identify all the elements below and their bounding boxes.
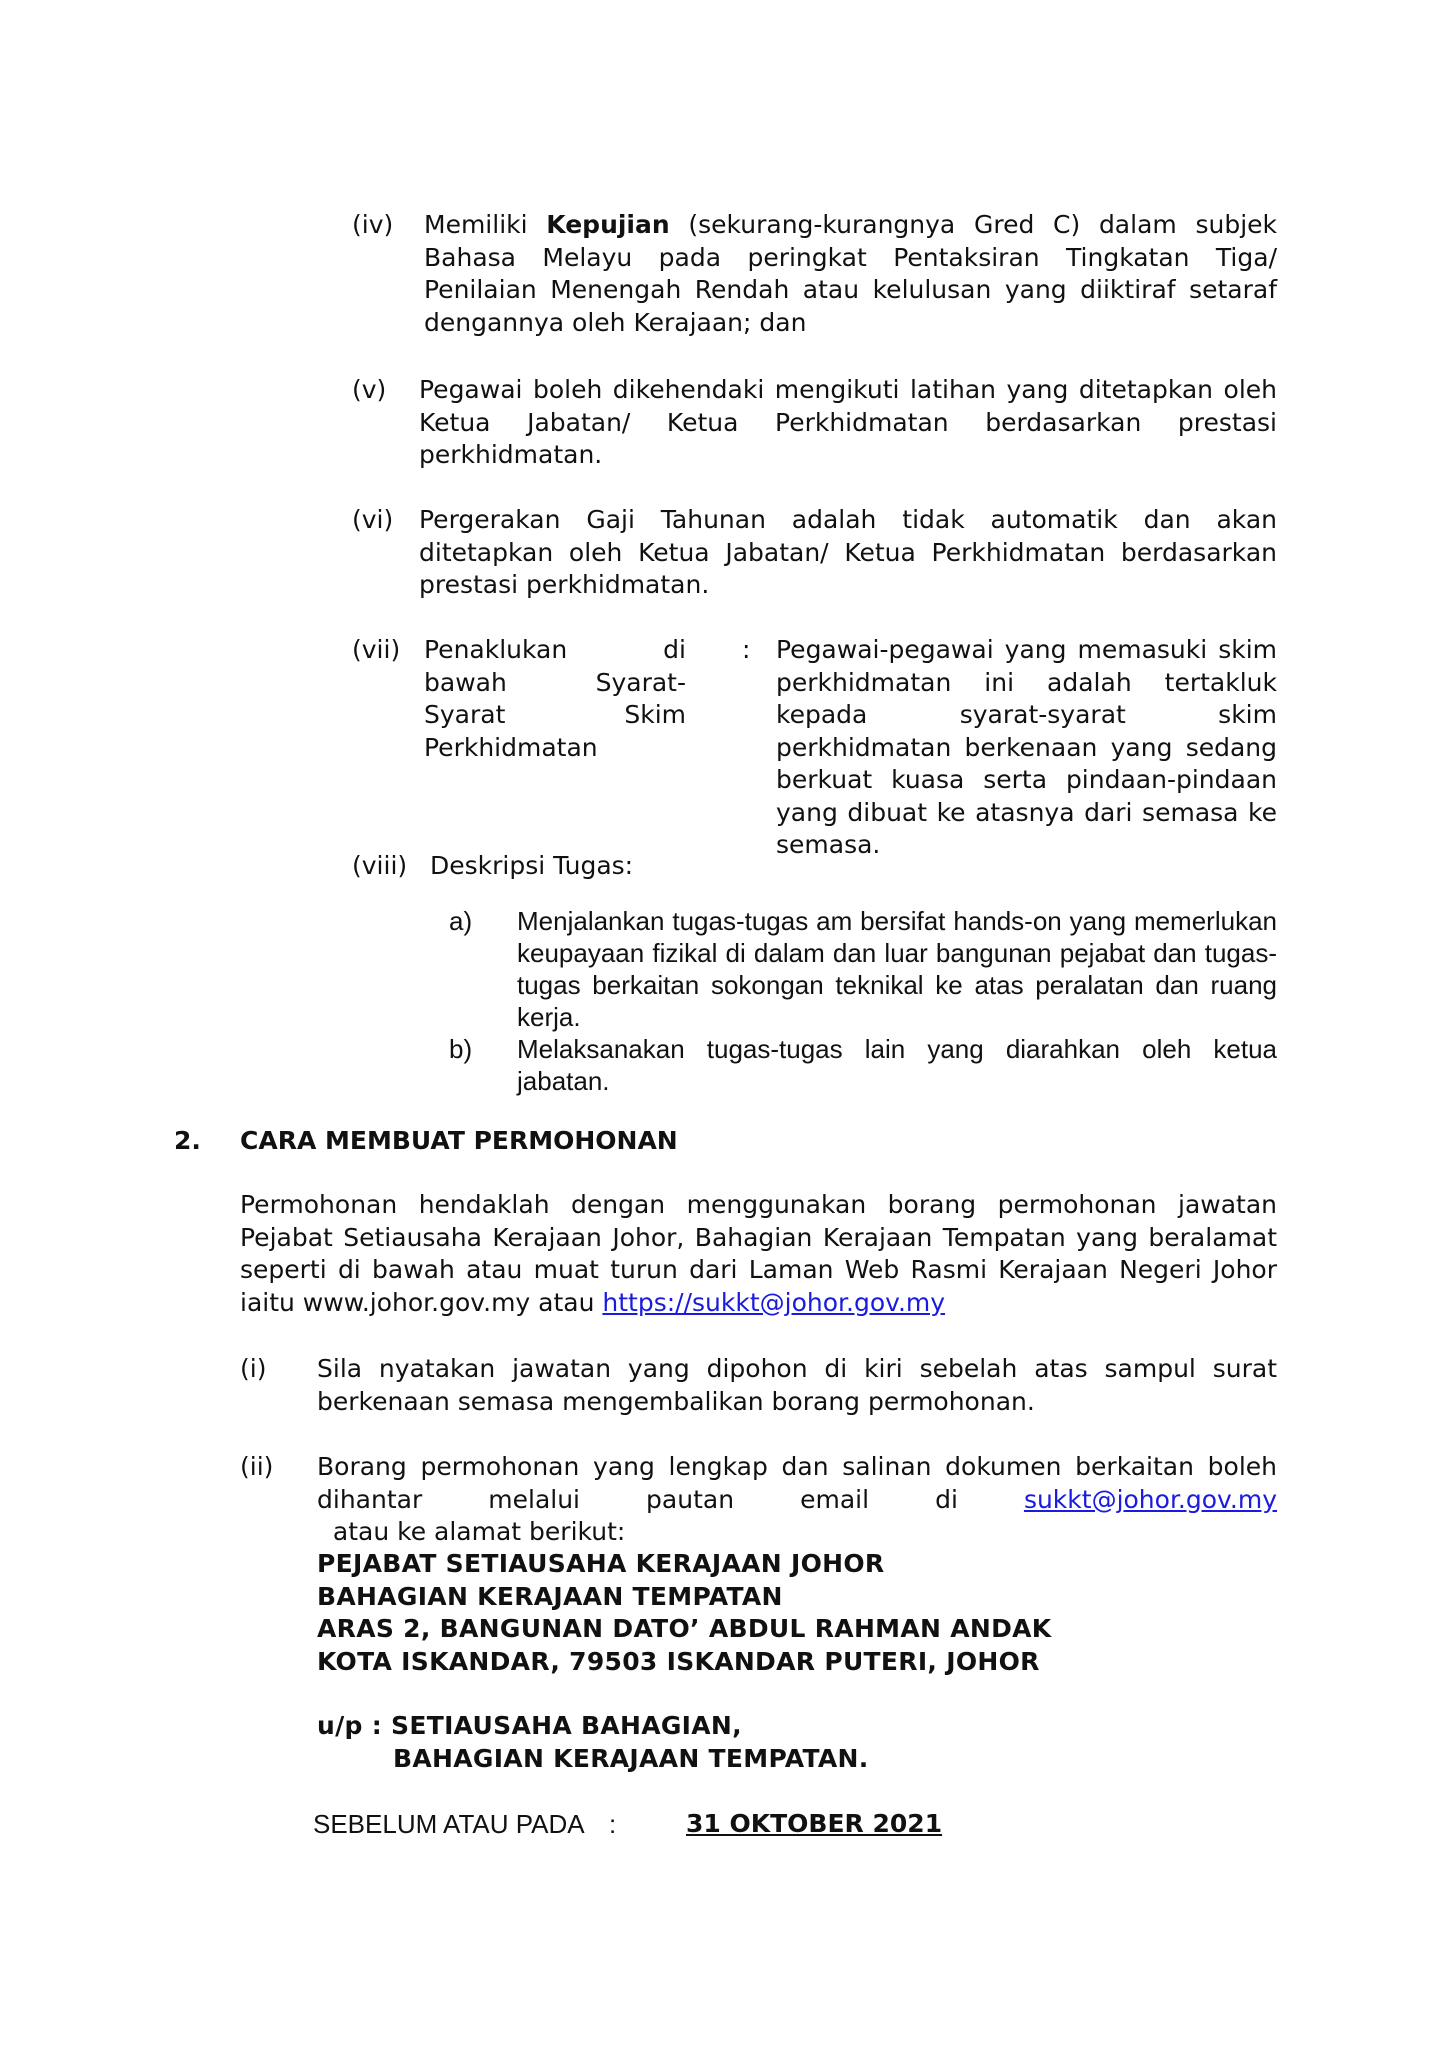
deadline-date: 31 OKTOBER 2021 <box>686 1809 943 1838</box>
item-iv-post: (sekurang-kurangnya Gred C) dalam subjek Bahasa Melayu pada peringkat Pentaksiran Tingkatan Tiga/ Penilaian Menengah Rendah atau kelulusan yang diiktiraf setaraf dengannya oleh Kerajaan; dan <box>424 210 1278 337</box>
item-viii-label: Deskripsi Tugas: <box>430 851 634 880</box>
duty-b-text: Melaksanakan tugas-tugas lain yang diarahkan oleh ketua jabatan. <box>517 1034 1277 1096</box>
attention-line-2: BAHAGIAN KERAJAAN TEMPATAN. <box>393 1744 869 1773</box>
deadline-colon: : <box>609 1809 617 1839</box>
item-vii-colon: : <box>742 635 751 664</box>
attention-line-1: u/p : SETIAUSAHA BAHAGIAN, <box>317 1711 742 1740</box>
address-line-1: PEJABAT SETIAUSAHA KERAJAAN JOHOR <box>317 1549 885 1578</box>
item-vii-number: (vii) <box>352 635 401 664</box>
item-vi-number: (vi) <box>352 505 394 534</box>
item-vi-text: Pergerakan Gaji Tahunan adalah tidak automatik dan akan ditetapkan oleh Ketua Jabatan/ Ketua Perkhidmatan berdasarkan prestasi perkhidmatan. <box>419 505 1277 599</box>
section-2-intro <box>240 1189 1277 1319</box>
section-2-i-number: (i) <box>240 1354 267 1383</box>
sukkt-website-link[interactable]: https://sukkt@johor.gov.my <box>602 1287 946 1317</box>
section-2-i-text: Sila nyatakan jawatan yang dipohon di kiri sebelah atas sampul surat berkenaan semasa mengembalikan borang permohonan. <box>317 1354 1277 1416</box>
duty-a-letter: a) <box>449 906 473 936</box>
section-2-title: CARA MEMBUAT PERMOHONAN <box>240 1126 678 1155</box>
section-2-ii-pre: Borang permohonan yang lengkap dan salinan dokumen berkaitan boleh dihantar melalui pautan email di <box>317 1452 1277 1514</box>
item-iv-text <box>424 209 1277 339</box>
sukkt-email-link[interactable]: sukkt@johor.gov.my <box>1023 1484 1277 1514</box>
item-iv-number: (iv) <box>352 210 394 239</box>
address-block <box>317 1548 1051 1678</box>
section-2-ii-text <box>317 1451 1277 1549</box>
item-iv-bold: Kepujian <box>546 210 670 239</box>
address-line-2: BAHAGIAN KERAJAAN TEMPATAN <box>317 1581 783 1611</box>
item-v-text: Pegawai boleh dikehendaki mengikuti latihan yang ditetapkan oleh Ketua Jabatan/ Ketua Perkhidmatan berdasarkan prestasi perkhidmatan. <box>419 375 1277 469</box>
section-2-number: 2. <box>174 1126 201 1155</box>
section-2-ii-number: (ii) <box>240 1452 274 1481</box>
item-vii-label: Penaklukan di bawah Syarat- Syarat Skim Perkhidmatan <box>424 635 686 762</box>
address-line-4: KOTA ISKANDAR, 79503 ISKANDAR PUTERI, JOHOR <box>317 1646 1040 1676</box>
duty-a-text: Menjalankan tugas-tugas am bersifat hands-on yang memerlukan keupayaan fizikal di dalam dan luar bangunan pejabat dan tugas-tugas berkaitan sokongan teknikal ke atas peralatan dan ruang kerja. <box>517 906 1277 1032</box>
item-iv-pre: Memiliki <box>424 210 547 239</box>
item-v-number: (v) <box>352 375 387 404</box>
deadline-label: SEBELUM ATAU PADA <box>313 1809 585 1839</box>
section-2-intro-text: Permohonan hendaklah dengan menggunakan borang permohonan jawatan Pejabat Setiausaha Kerajaan Johor, Bahagian Kerajaan Tempatan yang beralamat seperti di bawah atau muat turun dari Laman Web Rasmi Kerajaan Negeri Johor iaitu www.johor.gov.my atau <box>240 1190 1277 1317</box>
section-2-ii-post: atau ke alamat berikut: <box>317 1517 626 1546</box>
address-line-3: ARAS 2, BANGUNAN DATO’ ABDUL RAHMAN ANDAK <box>317 1614 1052 1643</box>
item-viii-number: (viii) <box>352 851 408 880</box>
item-vii-text: Pegawai-pegawai yang memasuki skim perkhidmatan ini adalah tertakluk kepada syarat-syarat skim perkhidmatan berkenaan yang sedang berkuat kuasa serta pindaan-pindaan yang dibuat ke atasnya dari semasa ke semasa. <box>776 635 1277 859</box>
duty-b-letter: b) <box>449 1034 473 1064</box>
